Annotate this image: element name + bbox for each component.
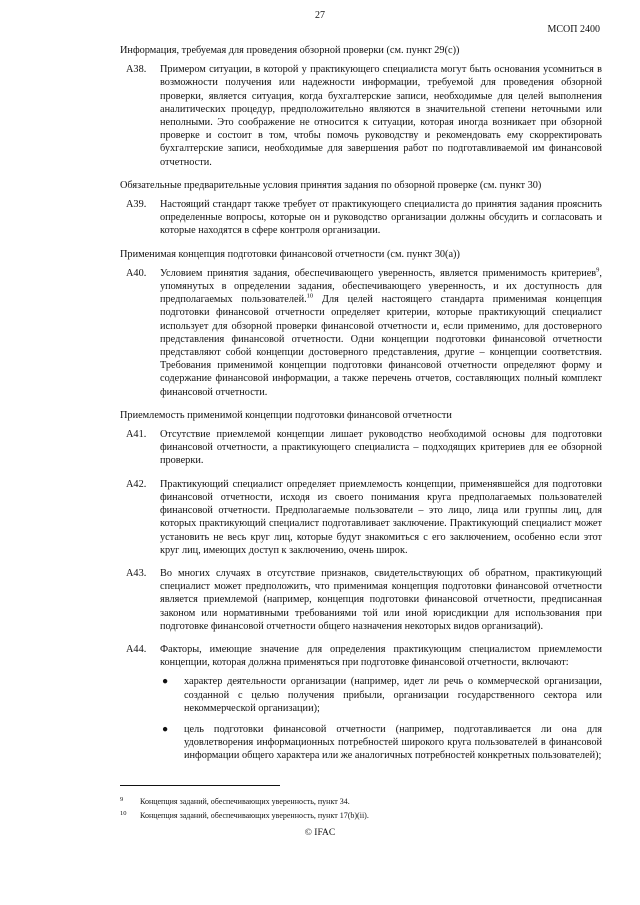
paragraph-text: Факторы, имеющие значение для определения практикующим специалистом приемлемости концепции, которая должна применяться при подготовке финансовой отчетности, включают:	[160, 643, 602, 669]
page-number: 27	[315, 10, 325, 21]
paragraph-number: А42.	[126, 478, 147, 490]
footnote-9	[120, 797, 602, 807]
paragraph-number: А44.	[126, 643, 147, 655]
footnote-number: 10	[120, 810, 127, 817]
bullet-icon: ●	[162, 723, 169, 735]
page-footer: © IFAC	[304, 828, 336, 838]
document-body	[120, 44, 602, 773]
paragraph-a38	[120, 63, 602, 169]
bullet-text: цель подготовки финансовой отчетности (например, подготавливается ли она для удовлетворения информационных потребностей широкого круга пользователей в финансовой информации общего характера или же аналогичных потребностей конкретных пользователей);	[184, 723, 602, 762]
section-heading: Приемлемость применимой концепции подготовки финансовой отчетности	[120, 409, 452, 421]
paragraph-a40	[120, 267, 602, 399]
paragraph-number: А39.	[126, 199, 147, 211]
section-heading: Обязательные предварительные условия принятия задания по обзорной проверке (см. пункт 30)	[120, 179, 542, 191]
paragraph-text: Для целей настоящего стандарта применимая концепция подготовки финансовой отчетности определяет критерии, которые практикующий специалист использует для обзорной проверки финансовой отчетности и, если применимо, для достоверного представления финансовой отчетности. Одни концепции подготовки финансовой отчетности представляют собой концепции достоверного представления, другие – концепции соответствия. Требования применимой концепции подготовки финансовой отчетности определяют форму и содержание финансовой информации, а также перечень отчетов, составляющих полный комплект финансовой отчетности.	[160, 294, 602, 398]
bullet-list	[160, 675, 602, 762]
paragraph-text: Отсутствие приемлемой концепции лишает руководство необходимой основы для подготовки финансовой отчетности, а практикующего специалиста – подходящих критериев для ее обзорной проверки.	[160, 429, 602, 467]
bullet-text: характер деятельности организации (например, идет ли речь о коммерческой организации, созданной с целью получения прибыли, организации государственного сектора или некоммерческой организации);	[184, 676, 602, 714]
footnote-10	[120, 811, 602, 821]
footnote-text: Концепция заданий, обеспечивающих уверенность, пункт 34.	[140, 797, 350, 806]
paragraph-number: А40.	[126, 267, 147, 279]
footnote-number: 9	[120, 796, 124, 803]
paragraph-a42	[120, 478, 602, 557]
paragraph-number: А43.	[126, 567, 147, 579]
standard-label: МСОП 2400	[547, 24, 600, 35]
paragraph-a43	[120, 567, 602, 633]
bullet-icon: ●	[162, 676, 169, 688]
paragraph-number: А38.	[126, 64, 147, 76]
paragraph-text: Примером ситуации, в которой у практикующего специалиста могут быть основания усомниться в возможности получения или надежности информации, требуемой для проведения обзорной проверки, является ситуация, когда бухгалтерские записи, необходимые для целей выполнения аналитических процедур, предположительно являются в значительной степени неточными или неполными. Это соображение не относится к ситуации, которая иногда возникает при обзорной проверке и состоит в том, чтобы помочь руководству и рекомендовать ему скорректировать бухгалтерские записи, необходимые для завершения работ по подготавливаемой им финансовой отчетности.	[160, 64, 602, 168]
bullet-item	[160, 723, 602, 763]
bullet-item	[160, 675, 602, 715]
paragraph-a44	[120, 643, 602, 763]
footnote-divider	[120, 785, 280, 786]
footnote-ref[interactable]: 9	[596, 266, 600, 274]
section-heading: Информация, требуемая для проведения обзорной проверки (см. пункт 29(с))	[120, 45, 460, 56]
paragraph-text: , упомянутых в определении задания, обеспечивающего уверенность, и их доступность для предполагаемых пользователей.	[160, 267, 602, 306]
paragraph-a39	[120, 198, 602, 238]
paragraph-text: Условием принятия задания, обеспечивающего уверенность, является применимость критериев	[160, 267, 597, 279]
paragraph-text: Настоящий стандарт также требует от практикующего специалиста до принятия задания прояснить определенные вопросы, которые он и руководство организации должны обсудить и согласовать и которые находятся в сфере контроля организации.	[160, 199, 602, 237]
paragraph-a41	[120, 428, 602, 468]
paragraph-text: Практикующий специалист определяет приемлемость концепции, применявшейся для подготовки финансовой отчетности, исходя из своего понимания круга предполагаемых пользователей финансовой отчетности. Предполагаемые пользователи – это лицо, лица или группы лиц, для которых практикующий специалист подготавливает заключение. Практикующий специалист может установить не весь круг лиц, которые будут знакомиться с его заключением, особенно если этот круг лиц, имеющих доступ к заключению, очень широк.	[160, 478, 602, 556]
paragraph-text: Во многих случаях в отсутствие признаков, свидетельствующих об обратном, практикующий специалист может предположить, что применимая концепция подготовки финансовой отчетности является приемлемой (например, концепция подготовки финансовой отчетности, предписанная законом или нормативными требованиями той или иной юрисдикции для использования при подготовке финансовой отчетности общего назначения некоторых видов организаций).	[160, 567, 602, 632]
section-heading: Применимая концепция подготовки финансовой отчетности (см. пункт 30(а))	[120, 248, 460, 260]
footnote-text: Концепция заданий, обеспечивающих уверенность, пункт 17(b)(ii).	[140, 811, 369, 820]
footnote-ref[interactable]: 10	[306, 292, 314, 300]
paragraph-number: А41.	[126, 429, 147, 441]
